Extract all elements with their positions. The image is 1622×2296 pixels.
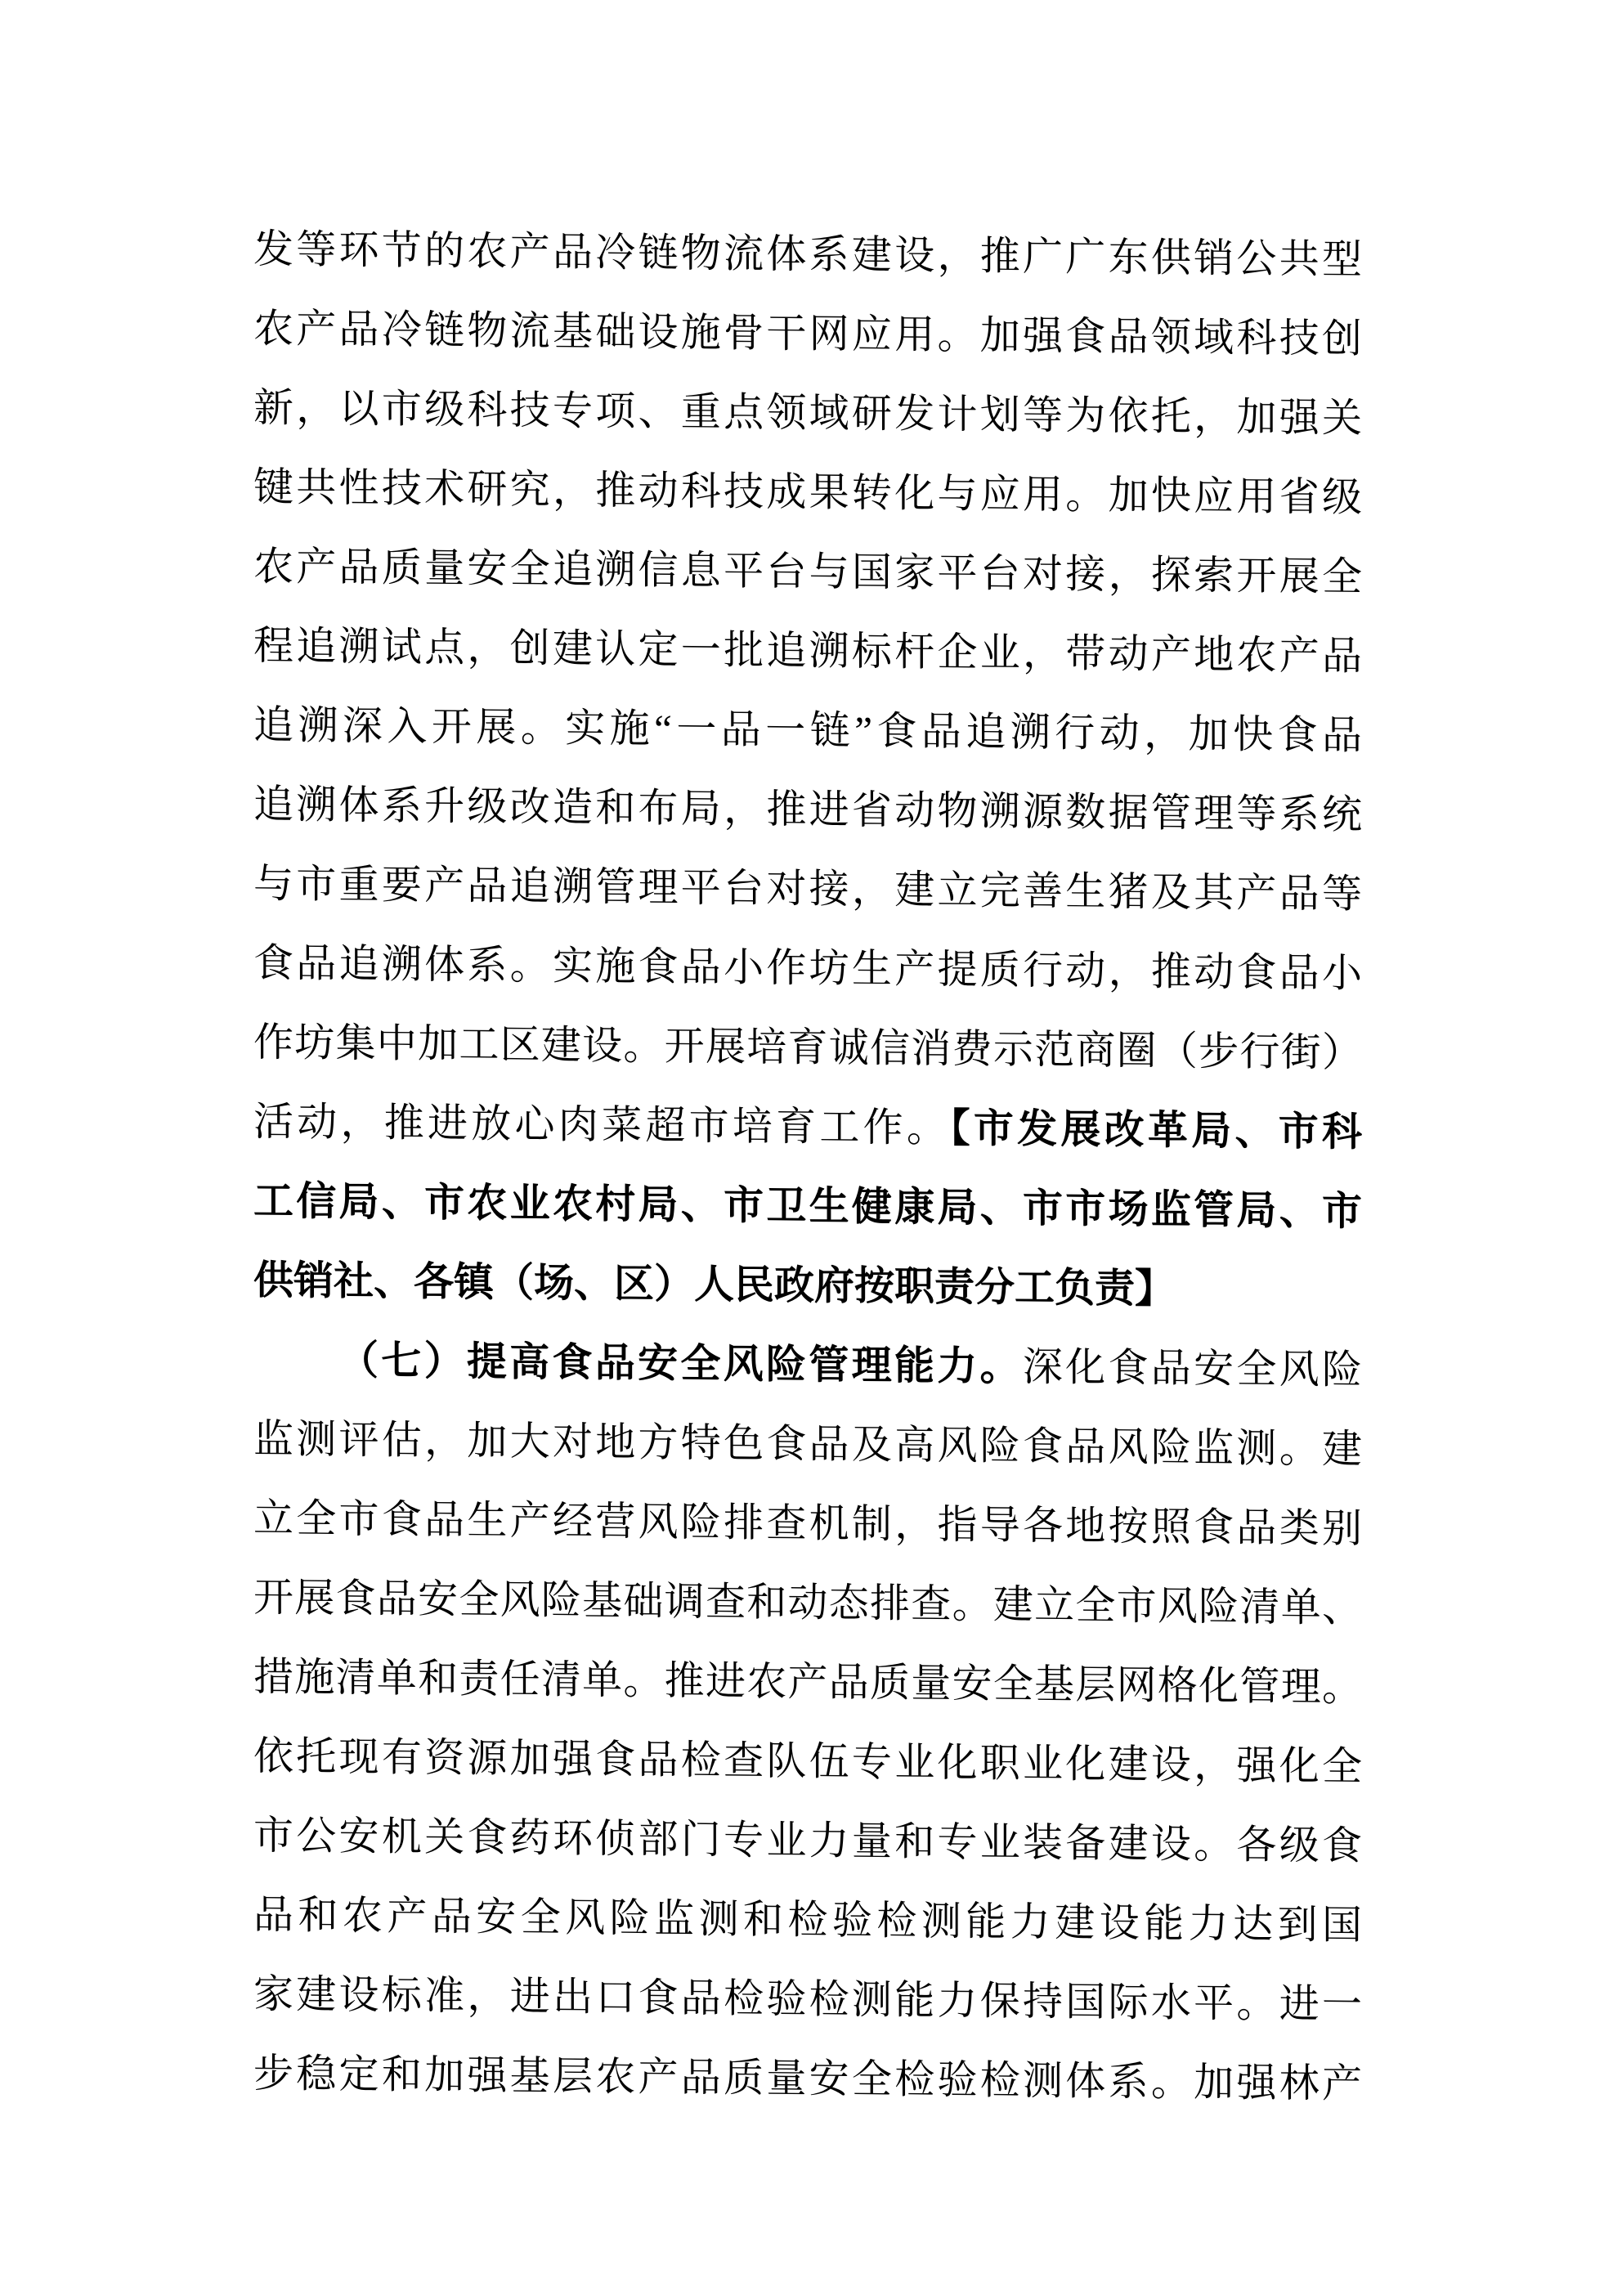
text-line bbox=[253, 923, 1362, 1013]
text-line bbox=[253, 1558, 1362, 1648]
text-line bbox=[253, 209, 1362, 299]
text-segment: 活动，推进放心肉菜超市培育工作。 bbox=[253, 1099, 951, 1151]
text-segment: 措施清单和责任清单。推进农产品质量安全基层网格化管理。 bbox=[253, 1654, 1362, 1711]
text-line bbox=[253, 606, 1362, 696]
text-line bbox=[253, 527, 1362, 617]
text-line bbox=[253, 844, 1362, 934]
text-line bbox=[253, 2034, 1362, 2123]
text-segment: 追溯体系升级改造和布局，推进省动物溯源数据管理等系统 bbox=[253, 782, 1362, 838]
bold-text-segment: （七）提高食品安全风险管理能力。 bbox=[338, 1337, 1023, 1390]
text-line bbox=[253, 1478, 1362, 1568]
text-line bbox=[253, 1399, 1362, 1489]
text-segment: 农产品冷链物流基础设施骨干网应用。加强食品领域科技创 bbox=[253, 306, 1362, 362]
text-segment: 追溯深入开展。实施“一品一链”食品追溯行动，加快食品 bbox=[253, 702, 1362, 759]
text-segment: 立全市食品生产经营风险排查机制，指导各地按照食品类别 bbox=[253, 1496, 1362, 1552]
text-line bbox=[253, 1875, 1362, 1965]
text-line bbox=[253, 1320, 1362, 1410]
bold-text-segment: 工信局、市农业农村局、市卫生健康局、市市场监管局、市 bbox=[253, 1178, 1362, 1235]
text-segment: 市公安机关食药环侦部门专业力量和专业装备建设。各级食 bbox=[253, 1813, 1362, 1869]
text-segment: 农产品质量安全追溯信息平台与国家平台对接，探索开展全 bbox=[253, 544, 1362, 600]
text-segment: 深化食品安全风险 bbox=[1022, 1344, 1362, 1393]
text-line bbox=[253, 289, 1362, 379]
text-line bbox=[253, 1240, 1362, 1330]
bold-text-segment: 【市发展改革局、市科 bbox=[950, 1105, 1362, 1155]
text-segment: 监测评估，加大对地方特色食品及高风险食品风险监测。建 bbox=[253, 1416, 1362, 1473]
bold-text-segment: 供销社、各镇（场、区）人民政府按职责分工负责】 bbox=[253, 1258, 1176, 1312]
text-line bbox=[253, 1002, 1362, 1092]
text-line bbox=[253, 1796, 1362, 1886]
text-line bbox=[253, 685, 1362, 775]
text-line bbox=[253, 447, 1362, 537]
text-line bbox=[253, 1954, 1362, 2044]
text-segment: 发等环节的农产品冷链物流体系建设，推广广东供销公共型 bbox=[253, 226, 1362, 283]
text-line bbox=[253, 1716, 1362, 1806]
text-segment: 键共性技术研究，推动科技成果转化与应用。加快应用省级 bbox=[253, 464, 1362, 521]
text-segment: 开展食品安全风险基础调查和动态排查。建立全市风险清单、 bbox=[253, 1575, 1362, 1631]
text-line bbox=[253, 368, 1362, 458]
text-segment: 程追溯试点，创建认定一批追溯标杆企业，带动产地农产品 bbox=[253, 623, 1362, 679]
text-line bbox=[253, 1082, 1362, 1172]
text-segment: 家建设标准，进出口食品检验检测能力保持国际水平。进一 bbox=[253, 1971, 1362, 2028]
text-segment: 与市重要产品追溯管理平台对接，建立完善生猪及其产品等 bbox=[253, 861, 1362, 917]
text-line bbox=[253, 765, 1362, 854]
text-segment: 新，以市级科技专项、重点领域研发计划等为依托，加强关 bbox=[253, 385, 1362, 442]
text-segment: 食品追溯体系。实施食品小作坊生产提质行动，推动食品小 bbox=[253, 940, 1362, 997]
text-segment: 作坊集中加工区建设。开展培育诚信消费示范商圈（步行街） bbox=[253, 1020, 1362, 1076]
text-segment: 步稳定和加强基层农产品质量安全检验检测体系。加强林产 bbox=[253, 2051, 1362, 2107]
text-line bbox=[253, 1637, 1362, 1727]
document-body bbox=[253, 209, 1362, 2123]
text-line bbox=[253, 1161, 1362, 1251]
text-segment: 品和农产品安全风险监测和检验检测能力建设能力达到国 bbox=[253, 1892, 1362, 1948]
text-segment: 依托现有资源加强食品检查队伍专业化职业化建设，强化全 bbox=[253, 1733, 1362, 1790]
